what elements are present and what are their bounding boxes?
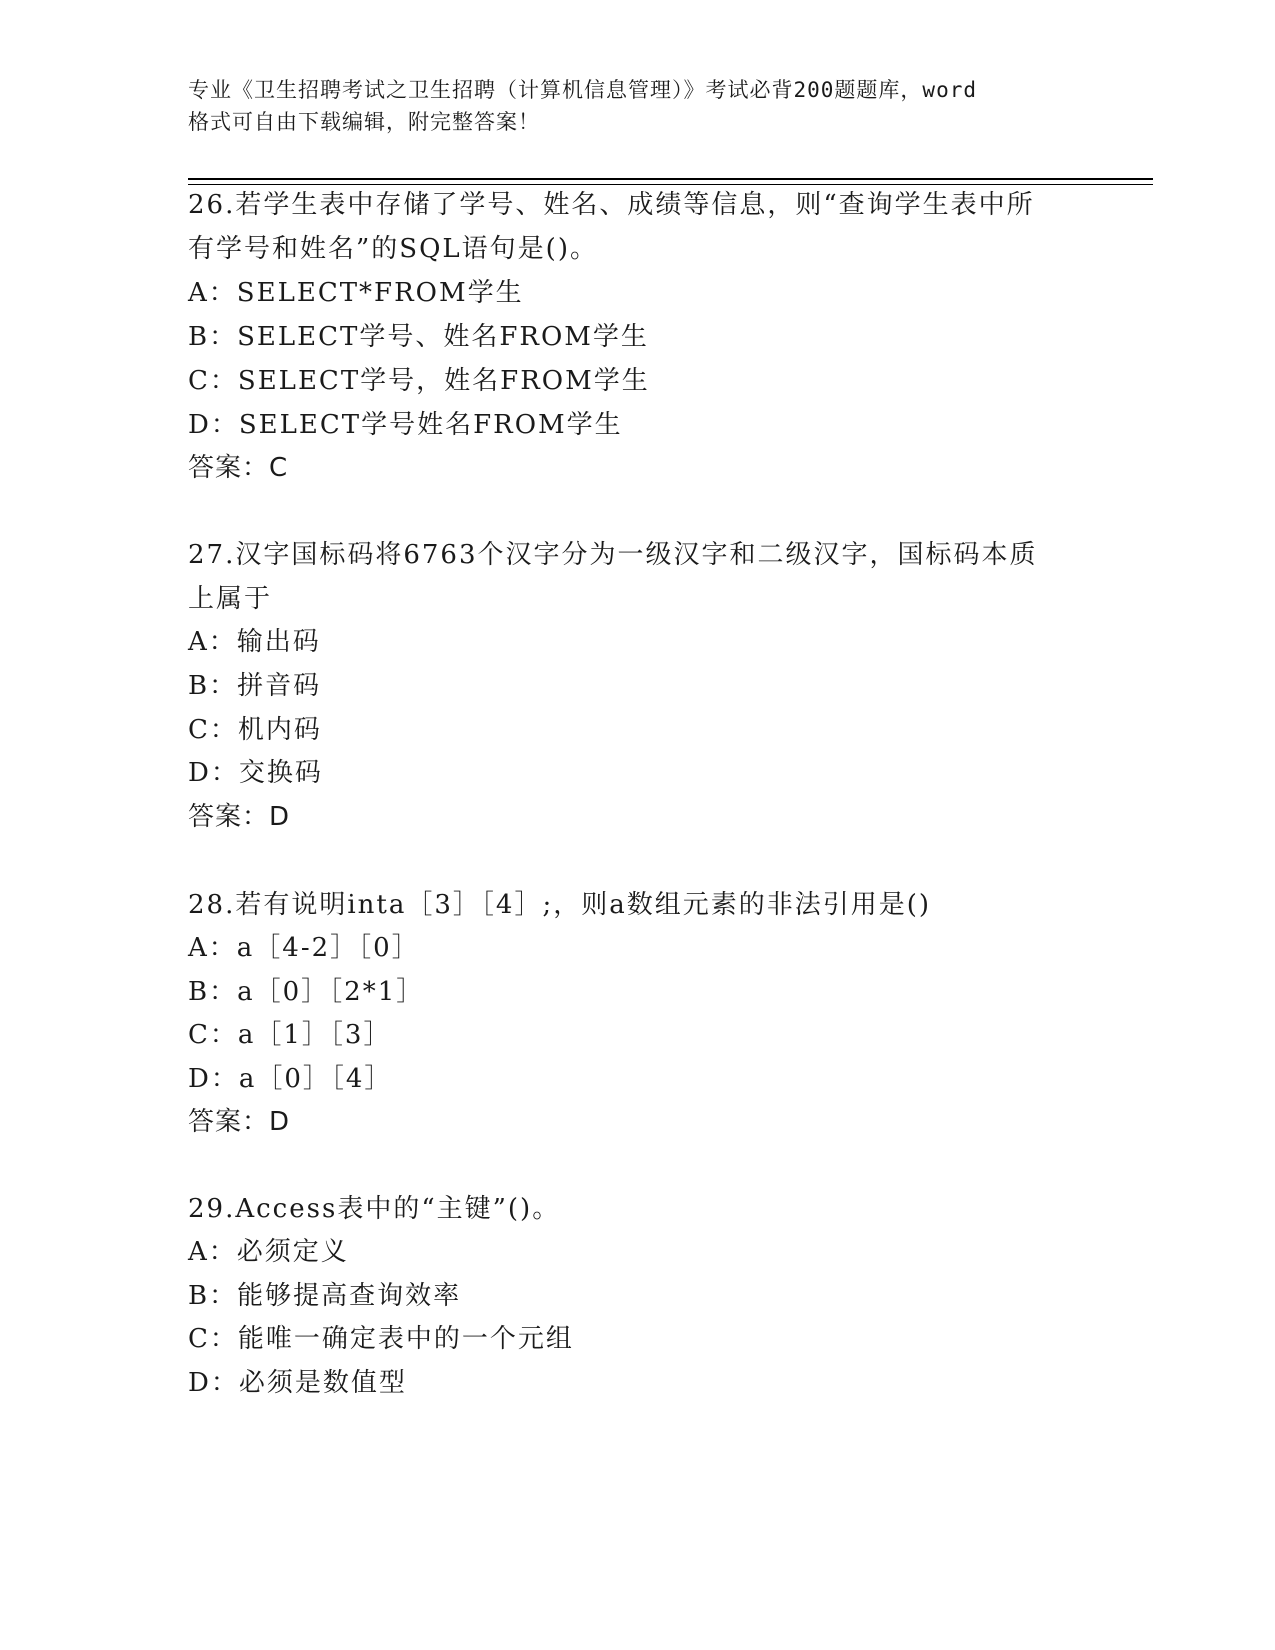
option-d: D：交换码 [188, 758, 323, 788]
option-c: C：SELECT学号，姓名FROM学生 [188, 366, 650, 396]
option-a: A：a［4-2］［0］ [188, 933, 420, 963]
question-stem: 29.Access表中的“主键”()。 [188, 1194, 561, 1224]
question-stem-continued: 有学号和姓名”的SQL语句是()。 [188, 234, 598, 264]
document-header [188, 74, 1088, 138]
answer: 答案：D [188, 1107, 291, 1137]
header-divider-thick [188, 178, 1153, 180]
header-line-2: 格式可自由下载编辑，附完整答案！ [188, 110, 540, 134]
question-stem: 26.若学生表中存储了学号、姓名、成绩等信息，则“查询学生表中所 [188, 190, 1035, 220]
option-a: A：SELECT*FROM学生 [188, 278, 524, 308]
option-b: B：a［0］［2*1］ [188, 977, 425, 1007]
option-b: B：拼音码 [188, 671, 322, 701]
option-d: D：必须是数值型 [188, 1368, 407, 1398]
header-line-1: 专业《卫生招聘考试之卫生招聘（计算机信息管理）》考试必背200题题库，word [188, 78, 977, 102]
option-c: C：a［1］［3］ [188, 1020, 392, 1050]
question-stem: 27.汉字国标码将6763个汉字分为一级汉字和二级汉字，国标码本质 [188, 540, 1038, 570]
option-a: A：输出码 [188, 627, 321, 657]
header-divider-thin [188, 184, 1153, 185]
option-d: D：a［0］［4］ [188, 1064, 393, 1094]
option-c: C：能唯一确定表中的一个元组 [188, 1324, 574, 1354]
question-stem: 28.若有说明inta［3］［4］;，则a数组元素的非法引用是() [188, 890, 931, 920]
question-stem-continued: 上属于 [188, 584, 273, 614]
option-c: C：机内码 [188, 715, 322, 745]
option-d: D：SELECT学号姓名FROM学生 [188, 410, 623, 440]
option-b: B：SELECT学号、姓名FROM学生 [188, 322, 649, 352]
answer: 答案：D [188, 802, 291, 832]
answer: 答案：C [188, 453, 289, 483]
option-b: B：能够提高查询效率 [188, 1281, 462, 1311]
option-a: A：必须定义 [188, 1237, 349, 1267]
